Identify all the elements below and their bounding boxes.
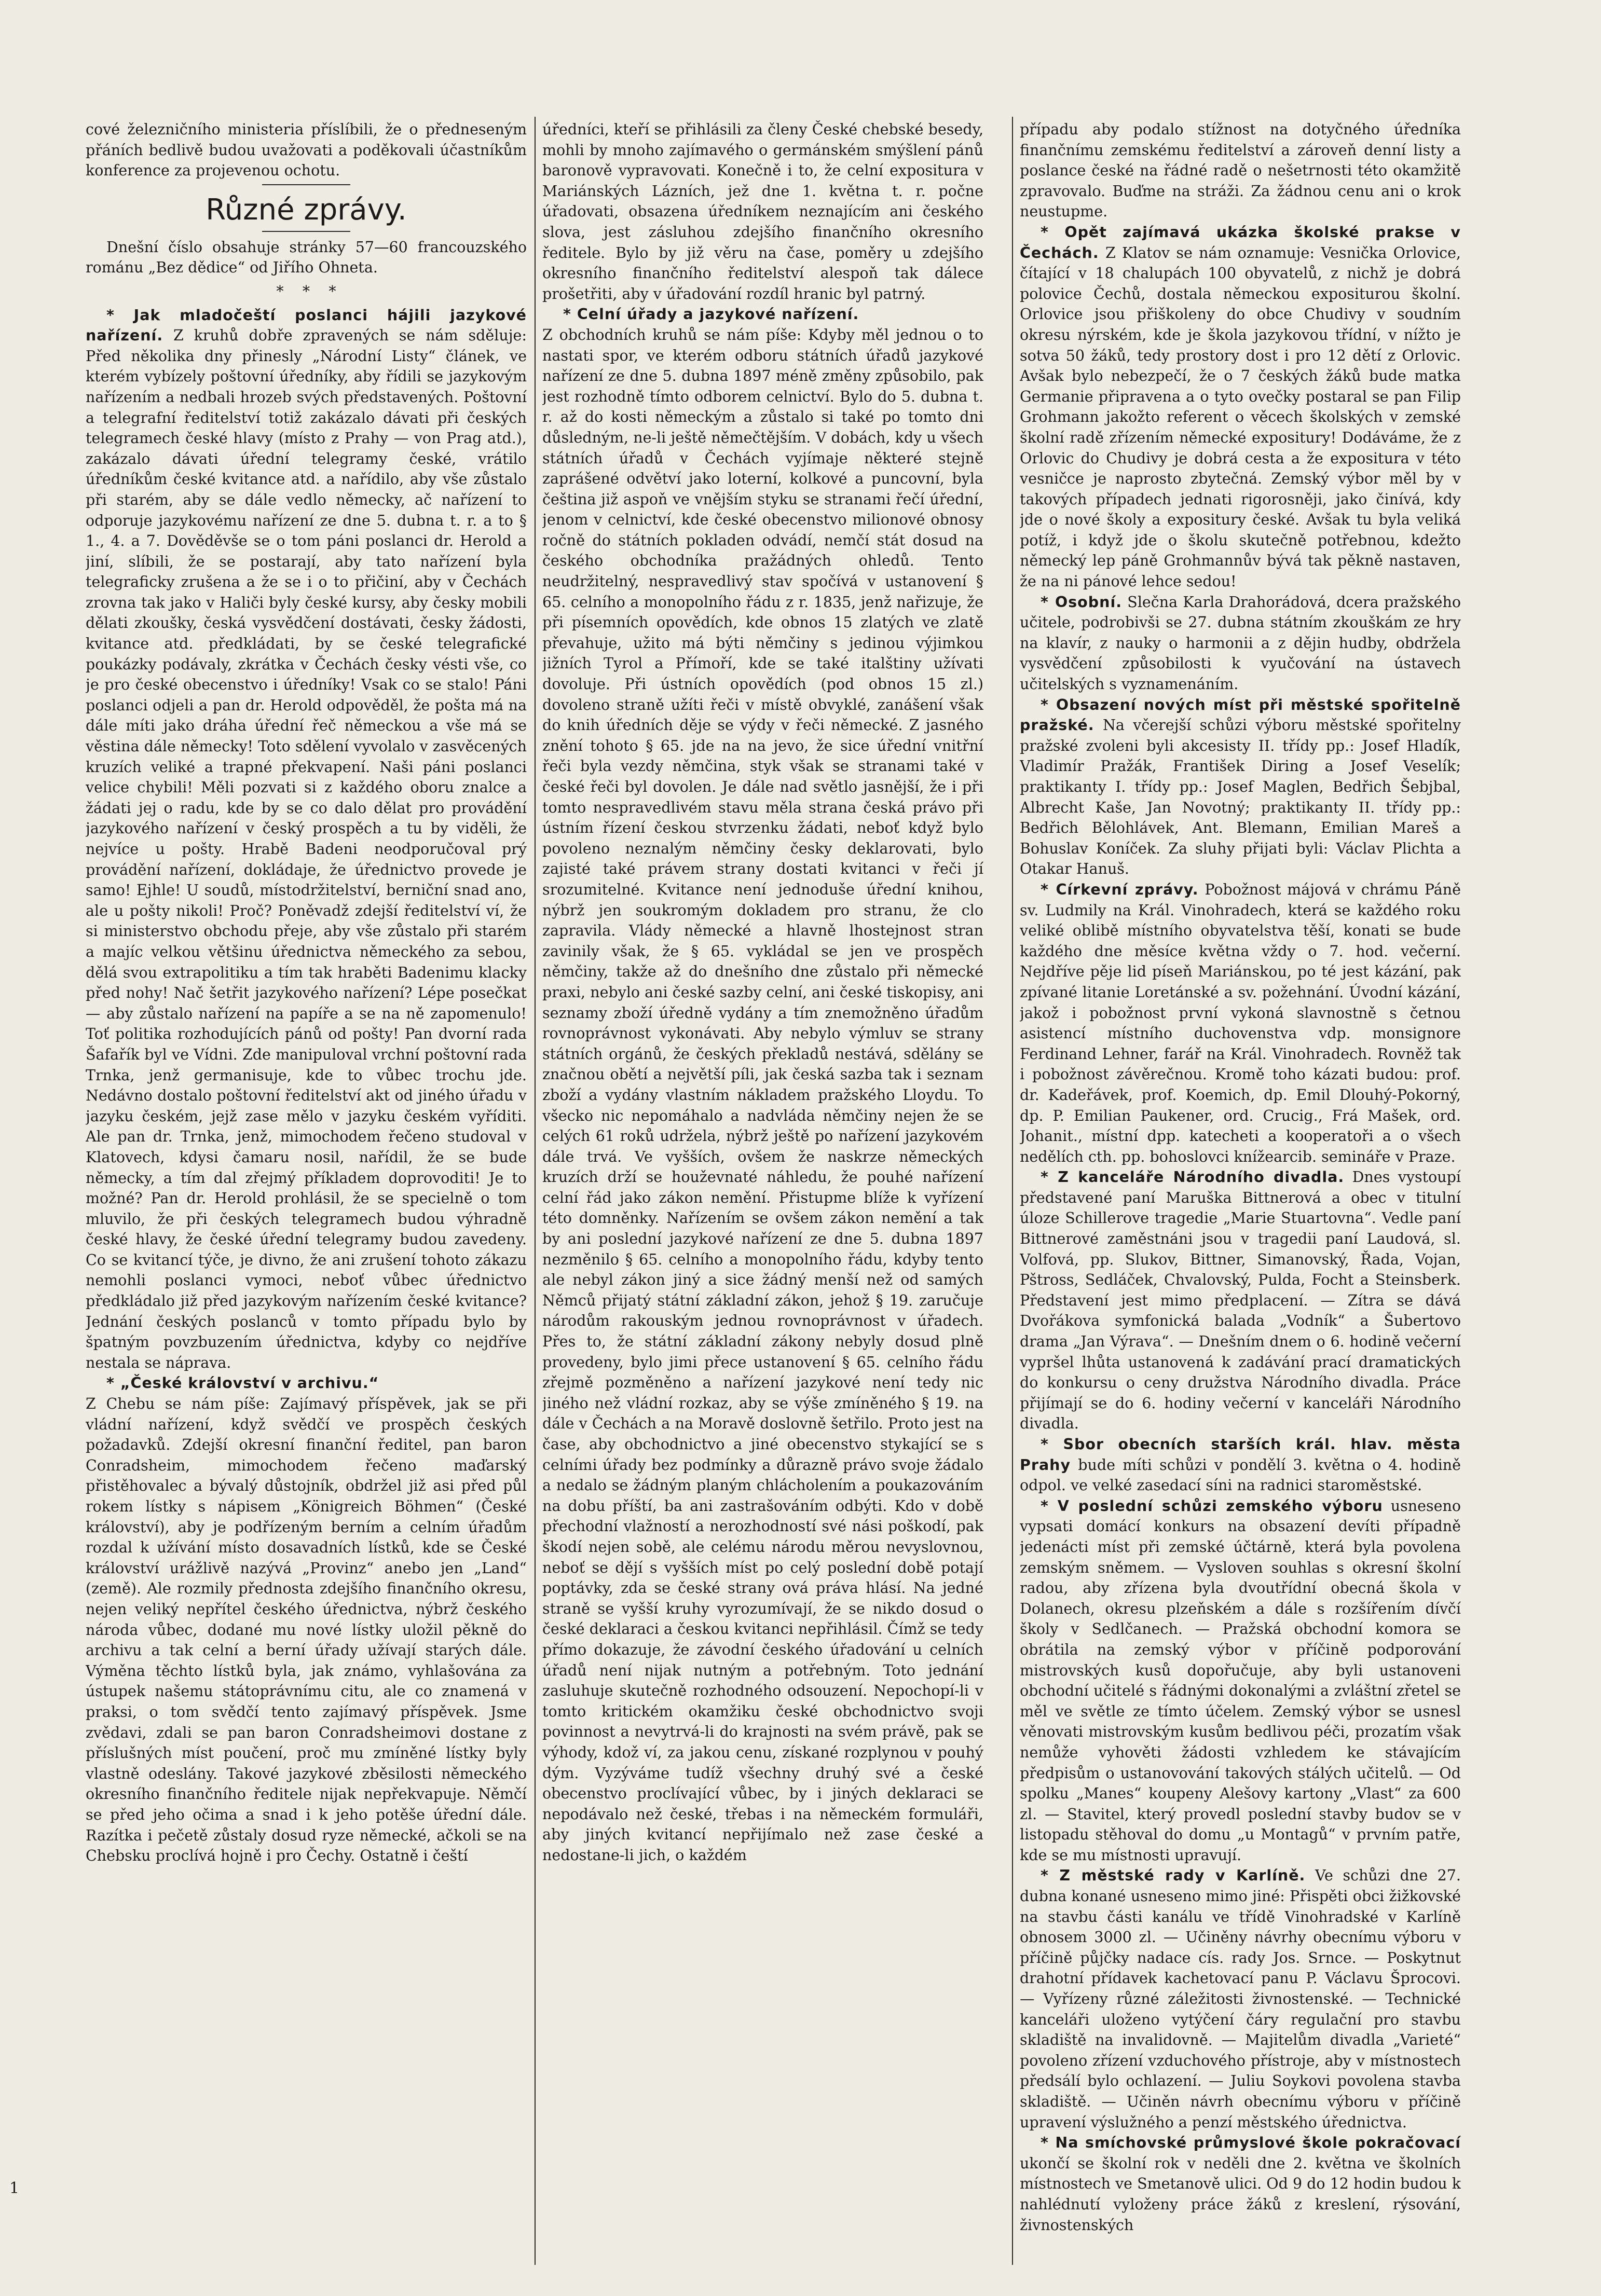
- news-headline: * „České království v archivu.“: [106, 1374, 379, 1392]
- news-item: [1020, 1496, 1461, 1866]
- news-text: Z Chebu se nám píše: Zajímavý příspěvek, jak se při vládní nařízení, když svědčí ve prospěch českých požadavků. Zdejší okresní finanční ředitel, pan baron Conradsheim, mimochodem řečeno maďarský přistěhovalec a bývalý důstojník, obdržel již asi před půl rokem lístky s nápisem „Königreich Böhmen“ (České království), aby je podřízeným berním a celním úřadům rozdal k užívání místo dosavadních lístků, kde se České království urážlivě nazývá „Provinz“ anebo jen „Land“ (země). Ale rozmily přednosta zdejšího finančního okresu, nejen veliký nepřítel českého úřednictva, nýbrž českého národa vůbec, dodané mu nové lístky uložil pěkně do archivu a tak celní a berní úřady užívají starých dále. Výměna těchto lístků byla, jak známo, vyhlašována za ústupek našemu státoprávnímu citu, ale co znamená v praksi, o tom svědčí tento zajímavý příspěvek. Jsme zvědavi, zdali se pan baron Conradsheimovi dostane z příslušných míst poučení, proč mu zmíněné lístky byly vlastně odeslány. Takové jazykové zběsilosti německého okresního finančního ředitele nijak nepřekvapuje. Němčí se před jeho očima a snad i k jeho potěše úřední dále. Razítka i pečetě zůstaly dosud ryze německé, ačkoli se na Chebsku proclívá hojně i pro Čechy. Ostatně i čeští: [86, 1395, 527, 1865]
- news-headline: * Obsazení nových míst při městské spořitelně pražské.: [1020, 696, 1461, 734]
- news-headline: * V poslední schůzi zemského výboru: [1041, 1497, 1383, 1515]
- section-title: Různé zprávy.: [206, 193, 407, 227]
- column-3: [1020, 119, 1461, 2252]
- section-divider: [262, 184, 350, 185]
- news-text: ukončí se školní rok v neděli dne 2. května ve školních místnostech ve Smetanově ulici. Od 9 do 12 hodin budou k nahlédnutí vyloženy práce žáků z kreslení, rýsování, živnostenských: [1020, 2154, 1461, 2234]
- news-item: [1020, 222, 1461, 592]
- continued-paragraph: případu aby podalo stížnost na dotyčného úředníka finančnímu zemskému ředitelství a zároveň denní listy a poslance české na řádné radě o nešetrnosti této okamžitě zpravovalo. Buďme na stráži. Za žádnou cenu ani o krok neustupme.: [1020, 121, 1461, 221]
- news-item: [1020, 1434, 1461, 1496]
- separator-asterisks: * * *: [276, 282, 336, 300]
- news-headline: * Jak mladočeští poslanci hájili jazykové nařízení.: [86, 306, 527, 345]
- news-item: [1020, 1865, 1461, 2133]
- news-text: bude míti schůzi v pondělí 3. května o 4. hodině odpol. ve velké zasedací síni na radnici staroměstské.: [1020, 1456, 1461, 1494]
- column-1: [86, 119, 527, 2252]
- news-text: Slečna Karla Drahorádová, dcera pražského učitele, podrobivši se 27. dubna státním zkouškám ze hry na klavír, z nauky o harmonii a z dějin hudby, obdržela vysvědčení způsobilosti k vyučování na ústavech učitelských s vyznamenáním.: [1020, 593, 1461, 693]
- news-item: [86, 1373, 527, 1394]
- news-text: Na včerejší schůzi výboru městské spořitelny pražské zvoleni byli akcesisty II. třídy pp.: Josef Hladík, Vladimír Pražák, František Diring a Josef Veselík; praktikanty I. třídy pp.: Josef Maglen, Bedřich Šebjbal, Albrecht Kaše, Jan Novotný; praktikanty II. třídy pp.: Bedřich Bělohlávek, Ant. Blemann, Emilian Mareš a Bohuslav Koníček. Za sluhy přijati byli: Václav Plichta a Otakar Hanuš.: [1020, 717, 1461, 878]
- news-headline: * Z městské rady v Karlíně.: [1041, 1867, 1306, 1885]
- news-text: Dnes vystoupí představené paní Maruška Bittnerová a obec v titulní úloze Schillerove tragedie „Marie Stuartovna“. Vedle paní Bittnerové zaměstnáni jsou v tragedii paní Laudová, sl. Volfová, pp. Slukov, Bittner, Simanovský, Řada, Vojan, Pštross, Sedláček, Chvalovský, Pulda, Focht a Steinsberk. Představení jest mimo předplacení. — Zítra se dává Dvořákova symfonická balada „Vodník“ a Šubertovo drama „Jan Výrava“. — Dnešním dnem o 6. hodině večerní vypršel lhůta ustanovená k zadávání prací dramatických do konkursu o ceny družstva Národního divadla. Práce přijímají se do 6. hodiny večerní v kanceláři Národního divadla.: [1020, 1168, 1461, 1433]
- news-headline: * Na smíchovské průmyslové škole pokračovací: [1041, 2134, 1461, 2152]
- news-headline: * Osobní.: [1041, 593, 1123, 611]
- margin-mark: 1: [9, 2179, 20, 2197]
- news-text: usneseno vypsati domácí konkurs na obsazení devíti případně jedenácti míst při zemské účtárně, která byla povolena zemským sněmem. — Vysloven souhlas s okresní školní radou, aby zřízena byla dvoutřídní obecná škola v Dolanech, okresu plzeňském a dále s rozšířením dívčí školy v Sedlčanech. — Pražská obchodní komora se obrátila na zemský výbor v příčině podporování mistrovských kusů dopořučuje, aby byli ustanoveni obchodní učitelé s řádnými dokonalými a zvláštní zřetel se měl ve světle ze tímto účelem. Zemský výbor se usnesl věnovati mistrovským kusům bedlivou péči, prozatím však nemůže vyhověti žádosti vzhledem ke stávajícím předpisům o ustanovování takových stálých učitelů. — Od spolku „Manes“ koupeny Alešovy kartony „Vlast“ za 600 zl. — Stavitel, který provedl poslední stavby budov se v listopadu stěhoval do domu „u Montagů“ v prvním patře, kde se mu místnosti upravují.: [1020, 1497, 1461, 1864]
- news-item: [542, 304, 983, 325]
- news-item: [1020, 1167, 1461, 1434]
- news-headline: * Celní úřady a jazykové nařízení.: [563, 306, 859, 323]
- news-text: Ve schůzi dne 27. dubna konané usneseno mimo jiné: Přispěti obci žižkovské na stavbu části kanálu ve třídě Vinohradské v Karlíně obnosem 3000 zl. — Učiněny návrhy obecnímu výboru v příčině půjčky nadace cís. rady Jos. Srnce. — Poskytnut drahotní přídavek kachetovací panu P. Václavu Šprocovi. — Vyřízeny různé záležitosti živnostenské. — Technické kanceláři uloženo vytýčení čáry regulační pro stavbu skladiště na invalidovně. — Majitelům divadla „Varieté“ povoleno zřízení vzduchového přístroje, aby v místnostech předsálí bylo ochlazení. — Juliu Soykovi povolena stavba skladiště. — Učiněn návrh obecnímu výboru v příčině upravení výslužného a penzí městského úřednictva.: [1020, 1867, 1461, 2131]
- news-headline: * Z kanceláře Národního divadla.: [1041, 1168, 1345, 1186]
- column-divider: [535, 117, 536, 2265]
- news-text: Z obchodních kruhů se nám píše: Kdyby měl jednou o to nastati spor, ve kterém odboru státních úřadů jazykové nařízení ze dne 5. dubna 1897 méně změny způsobilo, pak jest rozhodně tímto odborem celnictví. Bylo do 5. dubna t. r. až do kosti německým a zůstalo si také po tomto dni důsledným, ne-li ještě němečtějším. V dobách, kdy u všech státních úřadů v Čechách vyjímaje některé stejně zaprášené odvětví jako loterní, kolkové a puncovní, byla čeština již aspoň ve vnějším styku se stranami řečí úřední, jenom v celnictví, kde české obecenstvo milionové obnosy ročně do státních pokladen odvádí, nemčí stát dosud na českého obchodníka pražádných ohledů. Tento neudržitelný, nespravedlivý stav spočívá v ustanovení § 65. celního a monopolního řádu z r. 1835, jenž nařizuje, že při písemních opovědích, kde obnos 15 zlatých ve zlatě převahuje, užito má býti němčiny s jedinou výjimkou jižních Tyrol a Přímoří, kde se také italštiny užívati dovoluje. Při ústních opovědích (pod obnos 15 zl.) dovoleno straně užíti řeči v místě obvyklé, zanášení však do knih úředních děje se výdy v řeči německé. Z jasného znění tohoto § 65. jde na na jevo, že sice úřední vnitřní řeči byla vezdy němčina, styk však se stranami také v české řeči byl dovolen. Je dále nad světlo jasnější, že i při tomto nespravedlivém stavu měla strana česká právo při ústním řízení českou stvrzenku žádati, neboť když bylo povoleno neznalým němčiny česky deklarovati, bylo zajisté také právem strany dostati kvitanci v řeči jí srozumitelné. Kvitance není jednoduše úřední knihou, nýbrž jen soukromým dokladem pro stranu, že clo zapravila. Vlády německé a hlavně lhostejnost stran zavinily však, že § 65. vykládal se jen ve prospěch němčiny, takže až do dnešního dne zůstalo při německé praxi, nebylo ani české sazby celní, ani české tiskopisy, ani seznamy zboží úředně vydány a tím znemožněno úřadům rovnoprávnost vykonávati. Aby nebylo výmluv se strany státních orgánů, že českých překladů nestává, sdělány se značnou obětí a největší píli, jak česká sazba tak i seznam zboží a vydány vlastním nákladem pražského Lloydu. To všecko nic nepomáhalo a nadvláda němčiny nejen že se celých 61 roků udržela, nýbrž ještě po nařízení jazykovém dále trvá. Ve vyšších, ovšem že naskrze německých kruzích drží se houževnaté náhledu, že pouhé nařízení celní řád jako zákon nemění. Přistupme blíže k vyřízení této domněnky. Nařízením se ovšem zákon nemění a tak by ani poslední jazykové nařízení ze dne 5. dubna 1897 nezměnilo § 65. celního a monopolního řádu, kdyby tento ale nebyl zákon jiný a sice žádný menší než od samých Němců přijatý státní základní zákon, jehož § 19. zaručuje národům rakouským jednou rovnoprávnost v úřadech. Přes to, že státní základní zákony nebyly dosud plně provedeny, bylo jimi přece ustanovení § 65. celního řádu zřejmě pozměněno a nařízení jazykové není tedy nic jiného než vládní rozkaz, aby se výše zmíněného § 19. na dále v Čechách a na Moravě doslovně šetřilo. Proto jest na čase, aby obchodnictvo a jiné obecenstvo stykající se s celními úřady bez podmínky a důrazně právo svoje žádalo a nedalo se žádným planým chlácholením a poukazováním na dobu příští, ba ani zastrašováním odbýti. Kdo v době přechodní vlažností a nerozhodností své nási poškodí, pak škodí nejen sobě, ale celému národu měrou nevyslovnou, neboť se dějí s vyšších míst po celý poslední době potají poptávky, zda se české strany ová práva hlásí. Na jedné straně se vyšší kruhy vyrozumívají, že se nikdo dosud o české deklaraci a českou kvitanci nepřihlásil. Čímž se tedy přímo dokazuje, že závodní českého úřadování u celních úřadů není nijak nutným a potřebným. Toto jednání zasluhuje skutečně rozhodného odsouzení. Nepochopí-li v tomto kritickém okamžiku české obchodnictvo svoji povinnost a nevytrvá-li do krajnosti na svém právě, pak se výhody, kdož ví, za jakou cenu, získané rozplynou v pouhý dým. Vyzýváme tudíž všechny druhý své a české obecenstvo proclívající vůbec, by i jiných deklaraci se nepodávalo než české, třebas i na německém formuláři, aby jiných kvitancí nepřijímalo než zase české a nedostane-li jich, o každém: [542, 326, 983, 1864]
- news-text: Z kruhů dobře zpravených se nám sděluje: Před několika dny přinesly „Národní Listy“ článek, ve kterém vybízely poštovní úředníky, aby řídili se jazykovým nařízením a nedbali hrozeb svých představených. Poštovní a telegrafní ředitelství totiž zakázalo dávati při českých telegramech české hlavy (místo z Prahy — von Prag atd.), zakázalo dávati úřední telegramy české, vrátilo úředníkům české kvitance atd. a nařídilo, aby vše zůstalo při starém, aby se dále vedlo německy, ač nařízení to odporuje jazykovému nařízení ze dne 5. dubna t. r. a to § 1., 4. a 7. Dověděvše se o tom páni poslanci dr. Herold a jiní, slíbili, že se postarají, aby tato nařízení byla telegraficky zrušena a že se i o to přičiní, aby v Čechách zrovna tak jako v Haliči byly české kursy, aby česky mobili dělati zkoušky, česká vysvědčení dostávati, česky žádosti, kvitance atd. předkládati, by se české telegrafické poukázky podávaly, zkrátka v Čechách česky vésti vše, co je pro české obecenstvo i úředníky! Vsak co se stalo! Páni poslanci odjeli a pan dr. Herold odpověděl, že pošta má na dále míti jako dráha úřední řeč německou a vše má se věstina dále německy! Toto sdělení vyvolalo v zasvěcených kruzích veliké a trapné překvapení. Naši páni poslanci velice chybili! Měli pozvati si z každého oboru znalce a žádati jej o radu, kde by se co dalo dělat pro provádění jazykového nařízení v český prospěch a tu by viděli, že nejvíce u pošty. Hrabě Badeni neodporučoval prý provádění nařízení, dokládaje, že úřednictvo provede je samo! Ejhle! U soudů, místodržitelství, berniční snad ano, ale u pošty nikoli! Proč? Poněvadž zdejší ředitelství ví, že si ministerstvo obchodu přeje, aby vše zůstalo při starém a majíc velkou většinu úřednictva německého za sebou, dělá svou extrapolitiku a tím tak hraběti Badenimu klacky před nohy! Nač šetřit jazykového nařízení? Lépe posečkat — aby zůstalo nařízení na papíře a se na ně zapomenulo! Toť politika rozhodujících pánů od pošty! Pan dvorní rada Šafařík byl ve Vídni. Zde manipuloval vrchní poštovní rada Trnka, jenž germanisuje, kde to vůbec trochu jde. Nedávno dostalo poštovní ředitelství akt od jiného úřadu v jazyku českém, jejž zase mělo v jazyku českém vyříditi. Ale pan dr. Trnka, jenž, mimochodem řečeno studoval v Klatovech, kdysi čamaru nosil, nařídil, že se bude německy, a tím dal zřejmý příkladem doprovoditi! Je to možné? Pan dr. Herold prohlásil, že se specielně o tom mluvilo, že při českých telegramech budou výhradně české hlavy, že české úřední telegramy budou zavedeny. Co se kvitancí týče, je divno, že ani zrušení tohoto zákazu nemohli poslanci vymoci, neboť vůbec úřednictvo předkládalo již před jazykovým nařízením české kvitance? Jednání českých poslanců v tomto případu bylo by špatným povzbuzením úřednictva, kdyby co nejdříve nestala se náprava.: [86, 327, 527, 1371]
- news-item: [86, 305, 527, 1373]
- news-text: Pobožnost májová v chrámu Páně sv. Ludmily na Král. Vinohradech, která se každého roku veliké oblibě místního obyvatelstva těší, konati se bude každého dne měsíce května vždy o 7. hod. večerní. Nejdříve pěje lid píseň Mariánskou, po té jest kázání, pak zpívané litanie Loretánské a sv. požehnání. Úvodní kázání, jakož i pobožnost první vykoná slavnostně s četnou asistencí místního duchovenstva vdp. monsignore Ferdinand Lehner, farář na Král. Vinohradech. Rovněž tak i pobožnost závěrečnou. Kromě toho kázati budou: prof. dr. Kadeřávek, prof. Koemich, dp. Emil Dlouhý-Pokorný, dp. P. Emilian Paukener, ord. Crucig., Frá Mašek, ord. Johanit., místní dpp. katecheti a kooperatoři a o všech nedělích cth. pp. bohoslovci knížearcib. semináře v Praze.: [1020, 881, 1461, 1165]
- continued-paragraph: úředníci, kteří se přihlásili za členy České chebské besedy, mohli by mnoho zajímavého o germánském smýšlení pánů baronově vypravovati. Konečně i to, že celní expositura v Mariánských Lázních, jež dne 1. května t. r. počne úřadovati, obsazena úředníkem neznajícím ani českého slova, jest zásluhou zdejšího finančního okresního ředitele. Bylo by již věru na čase, poměry u zdejšího okresního finančního ředitelství alespoň tak dálece prošetřiti, aby v úřadování rozdíl hranic byl patrný.: [542, 121, 983, 303]
- intro-paragraph: cové železničního ministeria příslíbili, že o předneseným přáních bedlivě budou uvažovati a poděkovali účastníkům konference za projevenou ochotu.: [86, 121, 527, 180]
- news-headline: * Sbor obecních starších král. hlav. města Prahy: [1020, 1436, 1461, 1474]
- column-2: [542, 119, 983, 2252]
- news-item: [1020, 879, 1461, 1167]
- news-headline: * Církevní zprávy.: [1041, 881, 1199, 898]
- notice-paragraph: Dnešní číslo obsahuje stránky 57—60 francouzského románu „Bez dědice“ od Jiřího Ohneta.: [86, 238, 527, 277]
- section-divider: [262, 231, 350, 232]
- news-text: Z Klatov se nám oznamuje: Vesnička Orlovice, čítající v 18 chalupách 100 obyvatelů, z nichž je dobrá polovice Čechů, dostala německou expositurou školní. Orlovice jsou přiškoleny do obce Chudivy v soudním okresu nýrském, kde je škola jazykovou třídní, v nížto je sotva 50 žáků, tedy prostory dost i pro 12 dětí z Orlovic. Avšak bylo nebezpečí, že o 7 českých žáků bude matka Germanie připravena a o tyto ovečky postaral se pan Filip Grohmann jakožto referent o věcech školských v zemské školní radě zřízením německé expositury! Dodáváme, že z Orlovic do Chudivy je dobrá cesta a že expositura v této vesničce je naprosto zbytečná. Zemský výbor měl by v takových případech jednati rigorosněji, jako činívá, kdy jde o nové školy a expositury české. Avšak tu byla veliká potíž, i když jde o školu skutečně potřebnou, kdežto německý lep páně Grohmannův bývá tak pěkně nastaven, že na ni pánové lehce sedou!: [1020, 244, 1461, 590]
- news-item: [1020, 695, 1461, 879]
- column-divider: [1012, 117, 1013, 2265]
- news-headline: * Opět zajímavá ukázka školské prakse v Čechách.: [1020, 223, 1461, 262]
- news-item: [1020, 2133, 1461, 2235]
- news-item: [1020, 592, 1461, 695]
